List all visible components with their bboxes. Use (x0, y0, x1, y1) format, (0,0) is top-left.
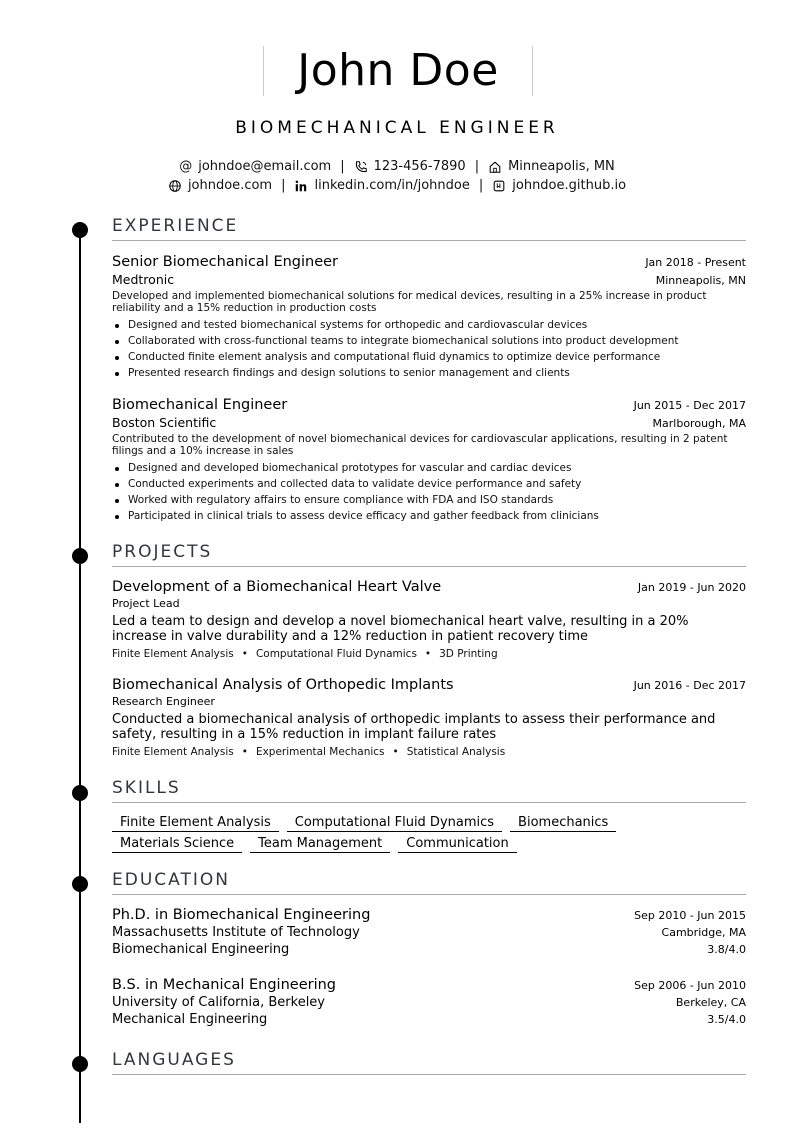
email-text[interactable]: johndoe@email.com (198, 159, 332, 174)
github-icon (492, 179, 506, 193)
name-frame (263, 46, 533, 96)
job-summary: Developed and implemented biomechanical solutions for medical devices, resulting in a 25% increase in product reliability and a 15% reduction in production costs (112, 290, 707, 314)
separator: | (474, 159, 480, 174)
home-icon (488, 160, 502, 174)
skill-chip: Computational Fluid Dynamics (287, 815, 502, 832)
timeline-dot-projects (72, 548, 88, 564)
timeline-dot-languages (72, 1056, 88, 1072)
phone-contact[interactable] (354, 159, 466, 174)
website-text[interactable]: johndoe.com (187, 178, 273, 193)
separator: | (340, 159, 345, 174)
globe-icon (168, 179, 182, 193)
degree: Ph.D. in Biomechanical Engineering (112, 907, 371, 923)
linkedin-text[interactable]: linkedin.com/in/johndoe (314, 178, 470, 193)
gpa: 3.8/4.0 (707, 943, 746, 956)
job-bullets (112, 460, 746, 524)
list-item: Presented research findings and design solutions to senior management and clients (112, 365, 746, 381)
linkedin-contact[interactable] (294, 178, 469, 193)
job-position: Senior Biomechanical Engineer (112, 254, 339, 270)
skill-chip: Biomechanics (510, 815, 616, 832)
project-tags (112, 648, 746, 660)
education-entry (112, 977, 746, 1027)
tag-separator: • (392, 746, 399, 758)
tag-separator: • (241, 648, 248, 660)
school-name: Massachusetts Institute of Technology (112, 925, 360, 940)
project-description: Conducted a biomechanical analysis of orthopedic implants to assess their performance and safety, resulting in a 15% reduction in implant failure rates (112, 712, 716, 742)
tag: 3D Printing (439, 648, 498, 660)
candidate-name: John Doe (297, 45, 499, 96)
location-contact (488, 159, 615, 174)
school-name: University of California, Berkeley (112, 995, 325, 1010)
skill-chip: Communication (398, 836, 516, 853)
linkedin-icon (294, 179, 308, 193)
separator: | (478, 178, 484, 193)
gpa: 3.5/4.0 (707, 1013, 746, 1026)
timeline-dot-education (72, 876, 88, 892)
tag: Statistical Analysis (406, 746, 506, 758)
section-title-projects: PROJECTS (112, 542, 746, 567)
list-item: Designed and developed biomechanical prototypes for vascular and cardiac devices (112, 460, 746, 476)
timeline-line (79, 222, 81, 1123)
company-name: Boston Scientific (112, 415, 217, 430)
separator: | (281, 178, 286, 193)
timeline-dot-experience (72, 222, 88, 238)
field-of-study: Biomechanical Engineering (112, 942, 290, 957)
job-date: Jan 2018 - Present (645, 256, 746, 269)
job-location: Marlborough, MA (652, 417, 746, 430)
github-text[interactable]: johndoe.github.io (512, 178, 627, 193)
education-date: Sep 2010 - Jun 2015 (634, 909, 746, 922)
timeline-dot-skills (72, 785, 88, 801)
job-summary: Contributed to the development of novel biomechanical devices for cardiovascular applications, resulting in 2 patent filings and a 10% increase in sales (112, 433, 728, 457)
skill-row (112, 836, 746, 853)
job-position: Biomechanical Engineer (112, 397, 288, 413)
list-item: Participated in clinical trials to assess device efficacy and gather feedback from clinicians (112, 508, 746, 524)
job-bullets (112, 317, 746, 381)
project-tags (112, 746, 746, 758)
tag: Computational Fluid Dynamics (255, 648, 417, 660)
skill-chip: Finite Element Analysis (112, 815, 279, 832)
tag: Finite Element Analysis (112, 648, 234, 660)
skill-row (112, 815, 746, 832)
tag: Finite Element Analysis (112, 746, 234, 758)
tag-separator: • (241, 746, 248, 758)
section-title-experience: EXPERIENCE (112, 216, 746, 241)
skill-chip: Team Management (250, 836, 390, 853)
school-location: Berkeley, CA (675, 996, 746, 1009)
contact-line-1 (0, 159, 794, 174)
phone-text[interactable]: 123-456-7890 (373, 159, 466, 174)
project-role: Research Engineer (112, 695, 215, 708)
section-title-education: EDUCATION (112, 870, 746, 895)
github-contact[interactable] (492, 178, 626, 193)
list-item: Conducted finite element analysis and computational fluid dynamics to optimize device performance (112, 349, 746, 365)
job-date: Jun 2015 - Dec 2017 (633, 399, 746, 412)
job-location: Minneapolis, MN (655, 274, 746, 287)
education-date: Sep 2006 - Jun 2010 (634, 979, 746, 992)
school-location: Cambridge, MA (661, 926, 746, 939)
location-text: Minneapolis, MN (508, 159, 615, 174)
company-name: Medtronic (112, 272, 175, 287)
phone-icon (354, 160, 368, 174)
list-item: Conducted experiments and collected data to validate device performance and safety (112, 476, 746, 492)
field-of-study: Mechanical Engineering (112, 1012, 268, 1027)
tag: Experimental Mechanics (255, 746, 385, 758)
section-title-skills: SKILLS (112, 778, 746, 803)
project-date: Jun 2016 - Dec 2017 (633, 679, 746, 692)
project-description: Led a team to design and develop a novel biomechanical heart valve, resulting in a 20% increase in valve durability and a 12% reduction in patient recovery time (112, 614, 689, 644)
section-title-languages: LANGUAGES (112, 1050, 746, 1075)
at-icon: @ (179, 159, 193, 174)
project-title: Biomechanical Analysis of Orthopedic Implants (112, 677, 454, 693)
project-entry (112, 677, 746, 758)
list-item: Designed and tested biomechanical systems for orthopedic and cardiovascular devices (112, 317, 746, 333)
list-item: Worked with regulatory affairs to ensure compliance with FDA and ISO standards (112, 492, 746, 508)
skills-list (112, 815, 746, 857)
experience-entry (112, 397, 746, 524)
tag-separator: • (424, 648, 432, 660)
experience-entry (112, 254, 746, 381)
list-item: Collaborated with cross-functional teams to integrate biomechanical solutions into product development (112, 333, 746, 349)
project-title: Development of a Biomechanical Heart Valve (112, 579, 442, 595)
contact-line-2 (0, 178, 794, 193)
skill-chip: Materials Science (112, 836, 242, 853)
project-role: Project Lead (112, 597, 180, 610)
degree: B.S. in Mechanical Engineering (112, 977, 336, 993)
project-date: Jan 2019 - Jun 2020 (637, 581, 746, 594)
website-contact[interactable] (168, 178, 272, 193)
job-title: BIOMECHANICAL ENGINEER (235, 118, 559, 138)
education-entry (112, 907, 746, 957)
email-contact[interactable] (179, 159, 331, 174)
project-entry (112, 579, 746, 660)
